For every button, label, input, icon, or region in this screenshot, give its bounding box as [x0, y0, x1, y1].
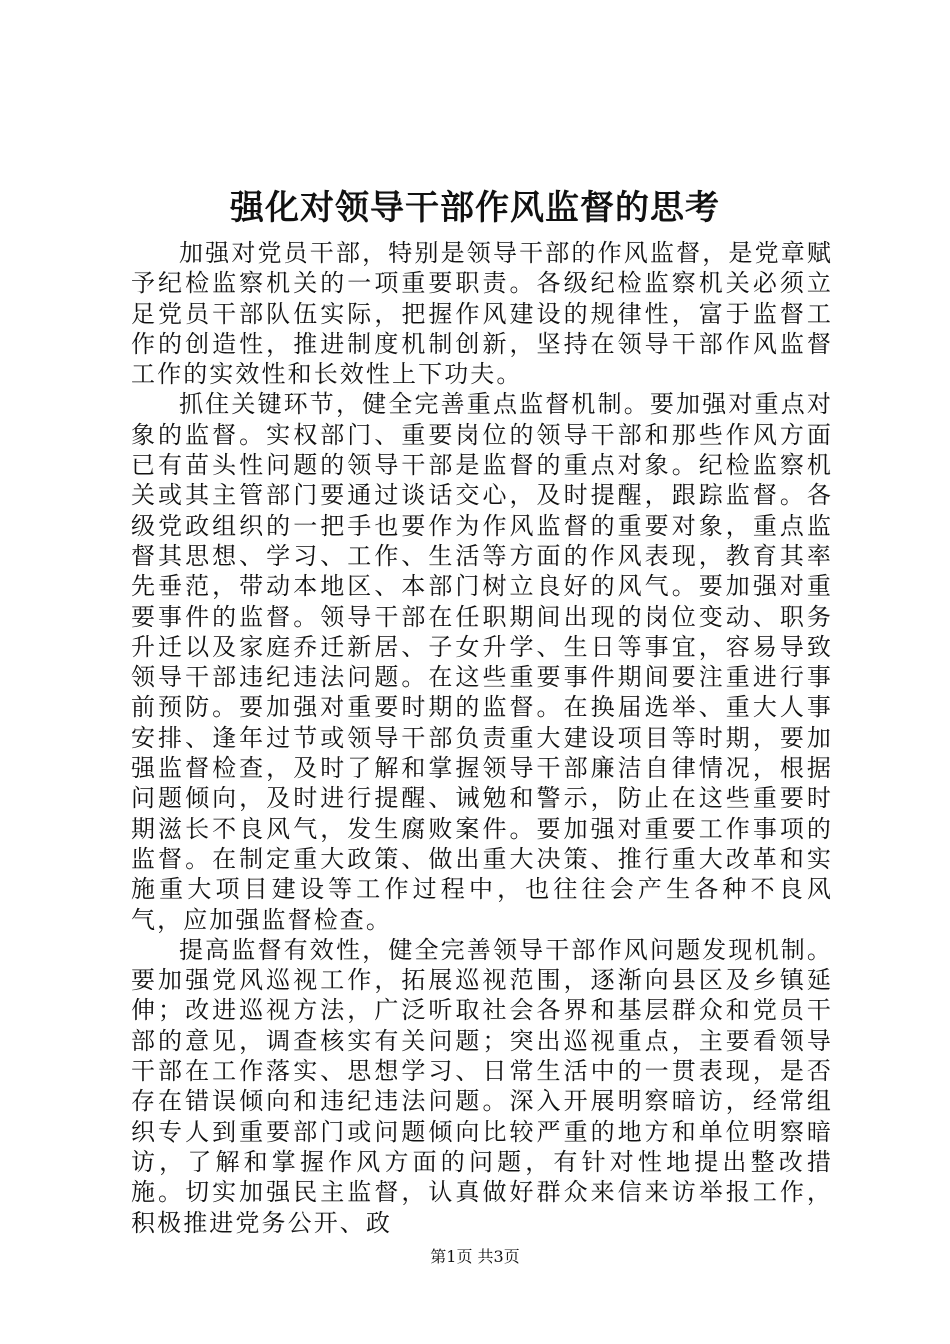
page-number-footer: 第1页 共3页 [430, 1247, 520, 1266]
paragraph-2: 抓住关键环节，健全完善重点监督机制。要加强对重点对象的监督。实权部门、重要岗位的领导干部和那些作风方面已有苗头性问题的领导干部是监督的重点对象。纪检监察机关或其主管部门要通过谈话交心，及时提醒，跟踪监督。各级党政组织的一把手也要作为作风监督的重要对象，重点监督其思想、学习、工作、生活等方面的作风表现，教育其率先垂范，带动本地区、本部门树立良好的风气。要加强对重要事件的监督。领导干部在任职期间出现的岗位变动、职务升迁以及家庭乔迁新居、子女升学、生日等事宜，容易导致领导干部违纪违法问题。在这些重要事件期间要注重进行事前预防。要加强对重要时期的监督。在换届选举、重大人事安排、逢年过节或领导干部负责重大建设项目等时期，要加强监督检查，及时了解和掌握领导干部廉洁自律情况，根据问题倾向，及时进行提醒、诫勉和警示，防止在这些重要时期滋长不良风气，发生腐败案件。要加强对重要工作事项的监督。在制定重大政策、做出重大决策、推行重大改革和实施重大项目建设等工作过程中，也往往会产生各种不良风气，应加强监督检查。 [131, 390, 833, 934]
paragraph-3: 提高监督有效性，健全完善领导干部作风问题发现机制。要加强党风巡视工作，拓展巡视范围，逐渐向县区及乡镇延伸；改进巡视方法，广泛听取社会各界和基层群众和党员干部的意见，调查核实有关问题；突出巡视重点，主要看领导干部在工作落实、思想学习、日常生活中的一贯表现，是否存在错误倾向和违纪违法问题。深入开展明察暗访，经常组织专人到重要部门或问题倾向比较严重的地方和单位明察暗访，了解和掌握作风方面的问题，有针对性地提出整改措施。切实加强民主监督，认真做好群众来信来访举报工作，积极推进党务公开、政 [131, 935, 833, 1237]
paragraph-1: 加强对党员干部，特别是领导干部的作风监督，是党章赋予纪检监察机关的一项重要职责。各级纪检监察机关必须立足党员干部队伍实际，把握作风建设的规律性，富于监督工作的创造性，推进制度机制创新，坚持在领导干部作风监督工作的实效性和长效性上下功夫。 [131, 239, 833, 389]
document-body [131, 238, 833, 1238]
document-title: 强化对领导干部作风监督的思考 [230, 188, 720, 228]
